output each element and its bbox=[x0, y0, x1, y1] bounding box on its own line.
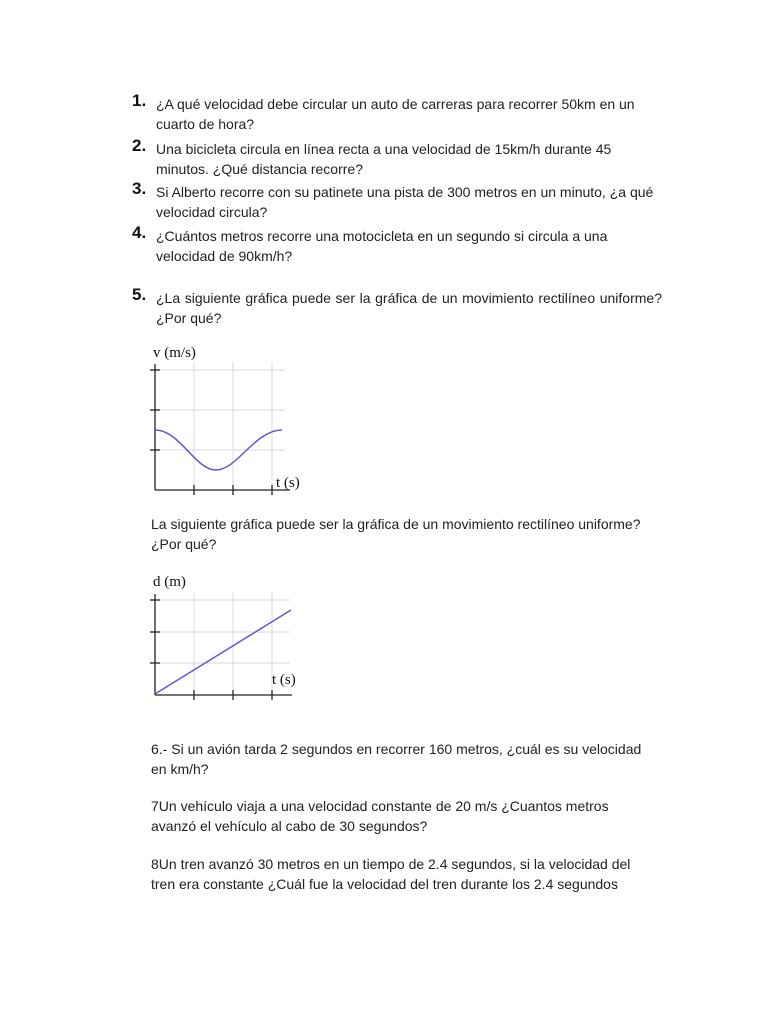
question-3 bbox=[132, 179, 662, 222]
distance-time-graph-svg bbox=[140, 570, 320, 710]
grid bbox=[155, 362, 285, 490]
y-axis-label: v (m/s) bbox=[153, 345, 196, 361]
distance-time-graph bbox=[140, 570, 320, 710]
question-text: Una bicicleta circula en línea recta a una velocidad de 15km/h durante 45 minutos. ¿Qué distancia recorre? bbox=[156, 141, 612, 177]
question-1 bbox=[132, 91, 662, 134]
x-axis-label: t (s) bbox=[276, 475, 300, 491]
y-axis-label: d (m) bbox=[153, 574, 186, 590]
velocity-time-graph-svg bbox=[140, 340, 320, 500]
question-number: 1. bbox=[132, 91, 147, 110]
question-text: Si Alberto recorre con su patinete una pista de 300 metros en un minuto, ¿a qué velocidad circula? bbox=[156, 184, 654, 220]
question-number: 4. bbox=[132, 223, 147, 242]
x-axis-label: t (s) bbox=[272, 672, 296, 688]
question-number: 2. bbox=[132, 136, 147, 155]
question-8: 8Un tren avanzó 30 metros en un tiempo de 2.4 segundos, si la velocidad del tren era constante ¿Cuál fue la velocidad del tren durante los 2.4 segundos bbox=[151, 856, 631, 892]
question-text: ¿La siguiente gráfica puede ser la gráfica de un movimiento rectilíneo uniforme? ¿Por qué? bbox=[156, 290, 662, 326]
grid bbox=[155, 592, 290, 695]
graph-question: La siguiente gráfica puede ser la gráfica de un movimiento rectilíneo uniforme? ¿Por qué? bbox=[151, 516, 641, 552]
question-text: ¿Cuántos metros recorre una motocicleta en un segundo si circula a una velocidad de 90km/h? bbox=[156, 228, 608, 264]
question-number: 5. bbox=[132, 285, 147, 304]
linear-line bbox=[155, 610, 291, 694]
velocity-time-graph bbox=[140, 340, 320, 500]
axes bbox=[150, 364, 290, 495]
question-number: 3. bbox=[132, 179, 147, 198]
question-4 bbox=[132, 223, 662, 266]
question-2 bbox=[132, 136, 662, 179]
question-5 bbox=[132, 285, 662, 328]
question-6: 6.- Si un avión tarda 2 segundos en recorrer 160 metros, ¿cuál es su velocidad en km/h? bbox=[151, 741, 642, 777]
question-text: ¿A qué velocidad debe circular un auto de carreras para recorrer 50km en un cuarto de hora? bbox=[156, 96, 635, 132]
question-7: 7Un vehículo viaja a una velocidad constante de 20 m/s ¿Cuantos metros avanzó el vehículo al cabo de 30 segundos? bbox=[151, 798, 609, 834]
